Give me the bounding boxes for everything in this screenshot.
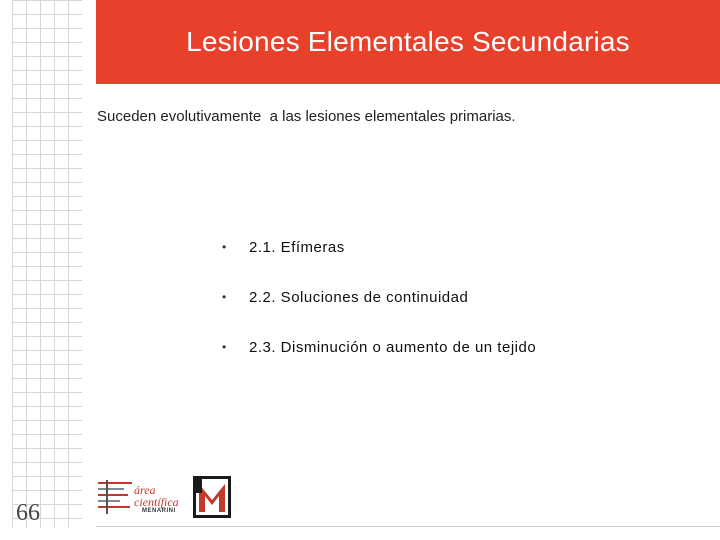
bullet-dot-icon: • [222,290,227,304]
menarini-m-logo-icon [193,476,231,518]
bullet-item [222,236,536,258]
bullet-item [222,336,536,358]
footer-divider [96,526,720,527]
bullet-text: 2.1. Efímeras [249,238,345,256]
intro-text: Suceden evolutivamente a las lesiones elementales primarias. [97,108,516,125]
bullet-dot-icon: • [222,240,227,254]
logo-brand: MENARINI [142,508,176,514]
logo-word-cientifica: científica [134,495,179,509]
bullet-item [222,286,536,308]
slide-title: Lesiones Elementales Secundarias [186,26,630,57]
logo-bars-icon [98,480,132,516]
grid-decoration [12,0,82,528]
area-cientifica-logo [98,478,190,518]
bullet-list [222,236,536,386]
title-bar [96,0,720,84]
page-number: 66 [16,500,40,526]
logo-wordmark [134,484,179,508]
bullet-text: 2.3. Disminución o aumento de un tejido [249,338,537,356]
bullet-text: 2.2. Soluciones de continuidad [249,288,469,306]
bullet-dot-icon: • [222,340,227,354]
logo-word-area: área [134,483,156,497]
